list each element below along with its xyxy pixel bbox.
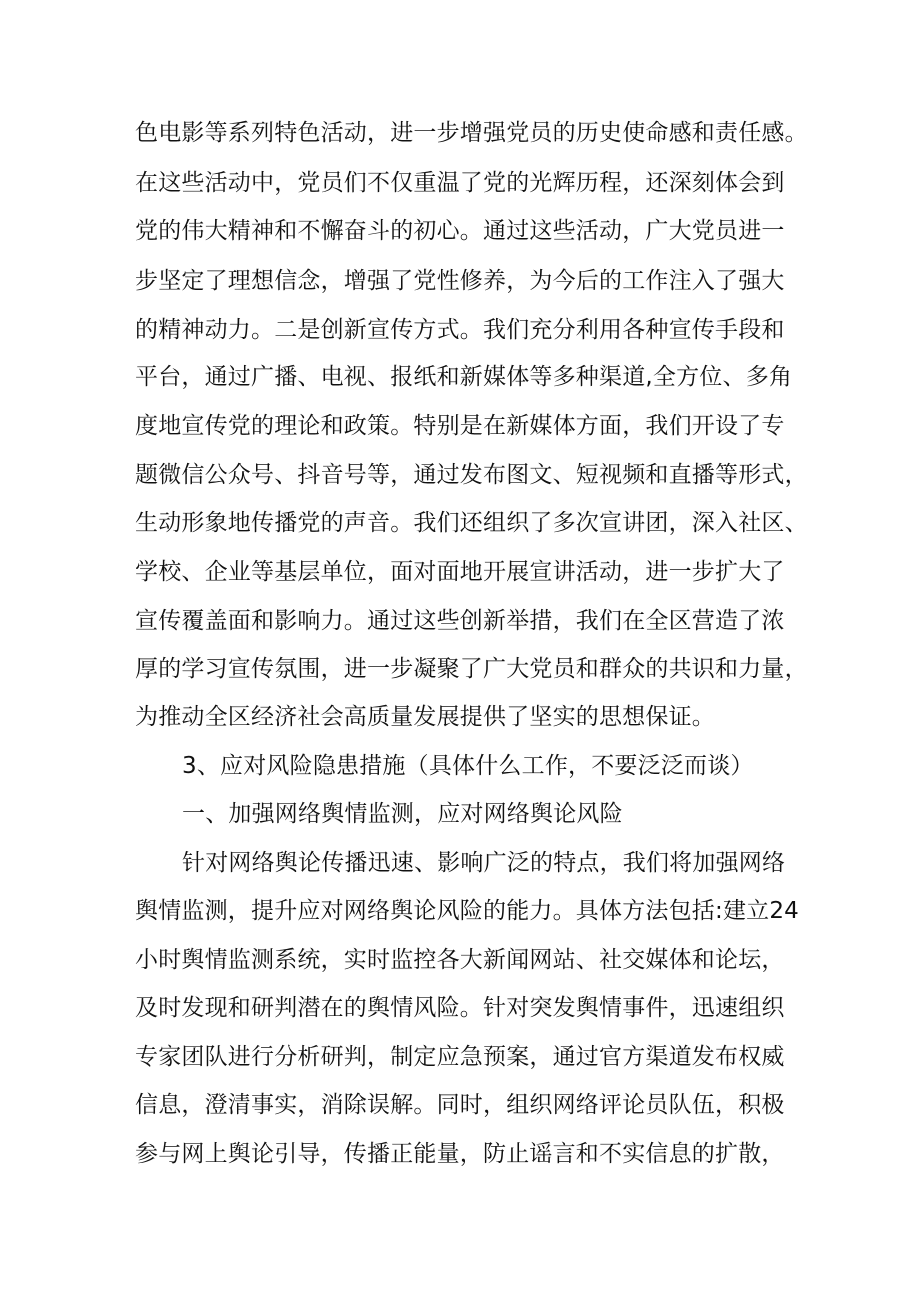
section-heading: 3、应对风险隐患措施（具体什么工作，不要泛泛而谈） bbox=[182, 753, 754, 779]
body-text-line: 的精神动力。二是创新宣传方式。我们充分利用各种宣传手段和 bbox=[135, 317, 785, 343]
body-text-line: 参与网上舆论引导，传播正能量，防止谣言和不实信息的扩散， bbox=[135, 1141, 785, 1167]
body-text-line: 色电影等系列特色活动，进一步增强党员的历史使命感和责任感。 bbox=[135, 120, 808, 146]
body-text-line: 步坚定了理想信念，增强了党性修养，为今后的工作注入了强大 bbox=[135, 268, 785, 294]
body-text-line: 及时发现和研判潜在的舆情风险。针对突发舆情事件，迅速组织 bbox=[135, 995, 785, 1021]
body-text-line: 针对网络舆论传播迅速、影响广泛的特点，我们将加强网络 bbox=[182, 850, 786, 876]
subsection-heading: 一、加强网络舆情监测，应对网络舆论风险 bbox=[182, 801, 623, 827]
body-text-line: 宣传覆盖面和影响力。通过这些创新举措，我们在全区营造了浓 bbox=[135, 608, 785, 634]
body-text-line: 信息，澄清事实，消除误解。同时，组织网络评论员队伍，积极 bbox=[135, 1092, 785, 1118]
body-text-line: 题微信公众号、抖音号等，通过发布图文、短视频和直播等形式， bbox=[135, 462, 808, 488]
body-text-line: 为推动全区经济社会高质量发展提供了坚实的思想保证。 bbox=[135, 704, 715, 730]
body-text-line: 党的伟大精神和不懈奋斗的初心。通过这些活动，广大党员进一 bbox=[135, 218, 785, 244]
body-text-line: 学校、企业等基层单位，面对面地开展宣讲活动，进一步扩大了 bbox=[135, 559, 785, 585]
body-text-line: 厚的学习宣传氛围，进一步凝聚了广大党员和群众的共识和力量， bbox=[135, 656, 808, 682]
body-text-line: 在这些活动中，党员们不仅重温了党的光辉历程，还深刻体会到 bbox=[135, 170, 785, 196]
body-text-line: 小时舆情监测系统，实时监控各大新闻网站、社交媒体和论坛， bbox=[135, 947, 785, 973]
body-text-line: 生动形象地传播党的声音。我们还组织了多次宣讲团，深入社区、 bbox=[135, 510, 808, 536]
body-text-line: 舆情监测，提升应对网络舆论风险的能力。具体方法包括:建立24 bbox=[135, 898, 800, 924]
body-text-line: 度地宣传党的理论和政策。特别是在新媒体方面，我们开设了专 bbox=[135, 413, 785, 439]
body-text-line: 专家团队进行分析研判，制定应急预案，通过官方渠道发布权威 bbox=[135, 1044, 785, 1070]
body-text-line: 平台，通过广播、电视、报纸和新媒体等多种渠道,全方位、多角 bbox=[135, 364, 793, 390]
